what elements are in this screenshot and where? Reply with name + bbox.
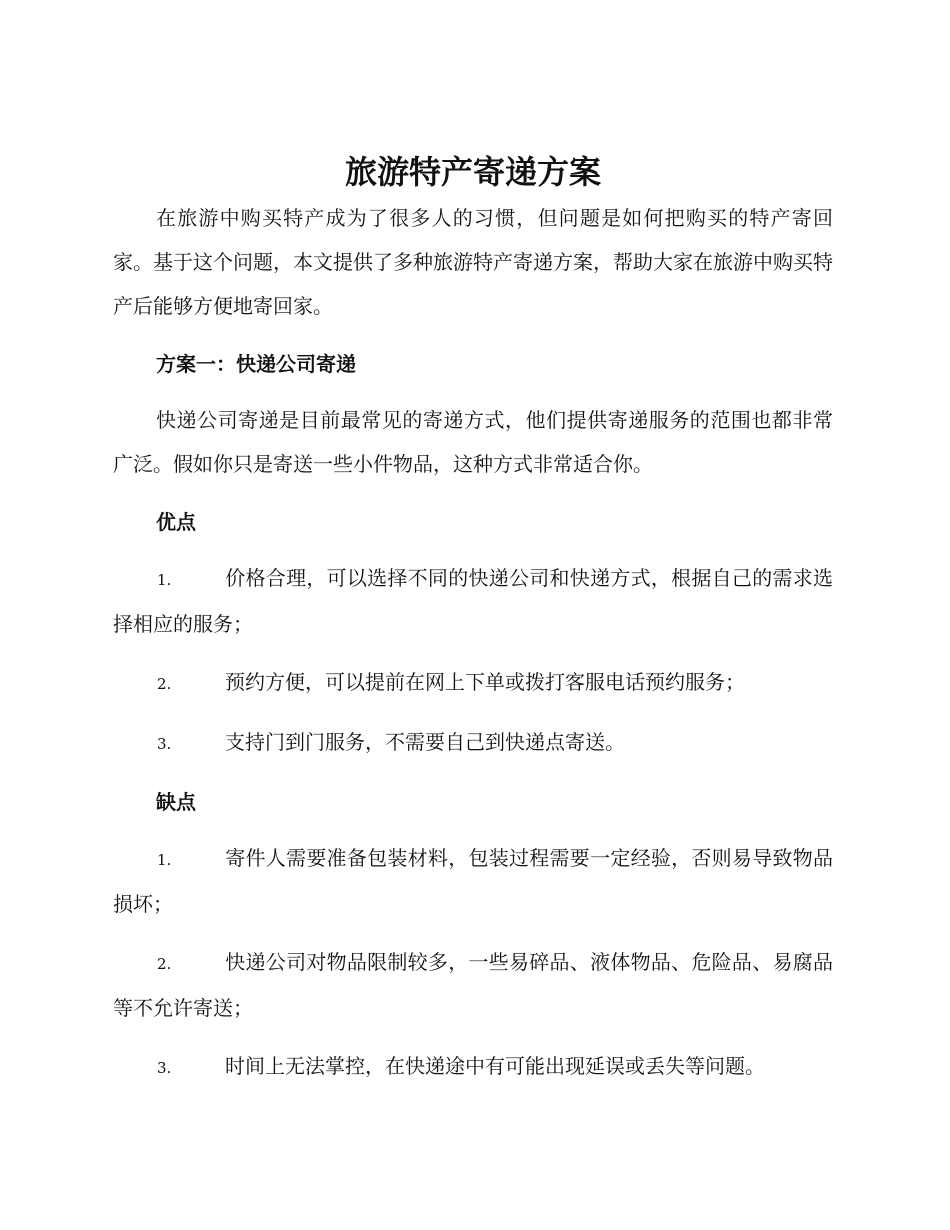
list-item xyxy=(113,556,833,646)
list-item xyxy=(113,836,833,926)
cons-heading: 缺点 xyxy=(156,790,196,814)
list-item xyxy=(113,660,833,706)
list-number: 1. xyxy=(157,851,172,869)
document-page xyxy=(113,150,833,1090)
pros-heading: 优点 xyxy=(156,510,196,534)
list-number: 2. xyxy=(157,955,172,973)
list-item xyxy=(113,720,833,766)
list-text: 寄件人需要准备包装材料，包装过程需要一定经验，否则易导致物品损坏； xyxy=(113,846,833,916)
list-text: 价格合理，可以选择不同的快递公司和快递方式，根据自己的需求选择相应的服务； xyxy=(113,566,833,636)
list-number: 2. xyxy=(157,675,172,693)
list-text: 预约方便，可以提前在网上下单或拨打客服电话预约服务； xyxy=(225,670,745,694)
list-item xyxy=(113,1044,833,1090)
list-text: 快递公司对物品限制较多，一些易碎品、液体物品、危险品、易腐品等不允许寄送； xyxy=(113,950,833,1020)
list-number: 3. xyxy=(157,735,172,753)
list-number: 3. xyxy=(157,1059,172,1077)
intro-paragraph: 在旅游中购买特产成为了很多人的习惯，但问题是如何把购买的特产寄回家。基于这个问题，本文提供了多种旅游特产寄递方案，帮助大家在旅游中购买特产后能够方便地寄回家。 xyxy=(113,206,833,318)
list-text: 支持门到门服务，不需要自己到快递点寄送。 xyxy=(225,730,625,754)
document-title: 旅游特产寄递方案 xyxy=(344,153,601,191)
section-heading-express: 方案一：快递公司寄递 xyxy=(156,352,356,376)
list-number: 1. xyxy=(157,571,172,589)
list-text: 时间上无法掌控，在快递途中有可能出现延误或丢失等问题。 xyxy=(225,1054,765,1078)
section-description: 快递公司寄递是目前最常见的寄递方式，他们提供寄递服务的范围也都非常广泛。假如你只是寄送一些小件物品，这种方式非常适合你。 xyxy=(113,408,833,476)
list-item xyxy=(113,940,833,1030)
